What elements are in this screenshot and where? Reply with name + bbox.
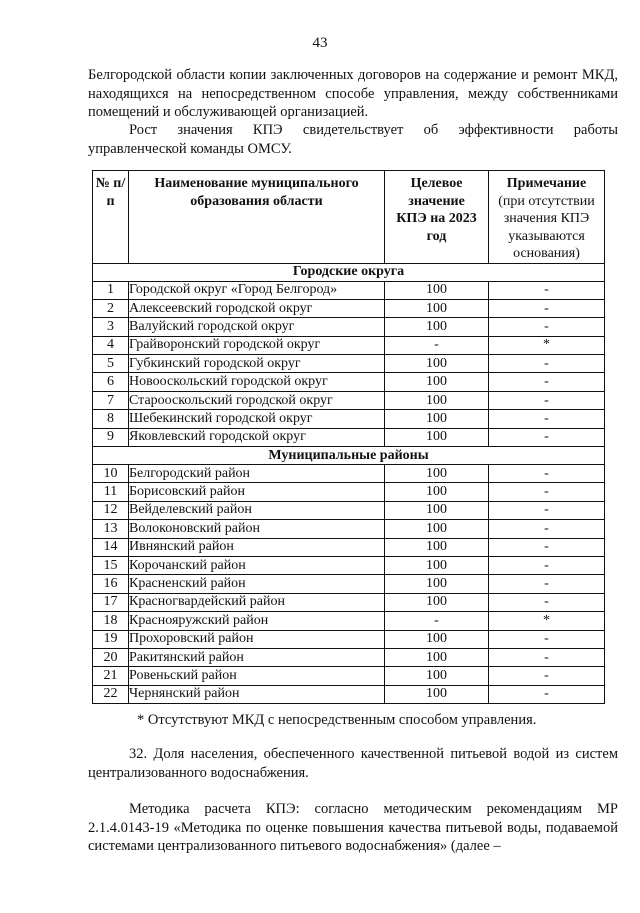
- table-row: [93, 556, 605, 574]
- row-name: Ровеньский район: [129, 667, 385, 685]
- row-note: -: [489, 373, 605, 391]
- row-name: Старооскольский городской округ: [129, 391, 385, 409]
- row-name: Прохоровский район: [129, 630, 385, 648]
- header-value: Целевое значение КПЭ на 2023 год: [385, 171, 489, 264]
- section-row: [93, 263, 605, 281]
- table-row: [93, 428, 605, 446]
- row-value: 100: [385, 520, 489, 538]
- row-note: -: [489, 483, 605, 501]
- row-value: 100: [385, 593, 489, 611]
- row-note: -: [489, 685, 605, 703]
- row-value: 100: [385, 501, 489, 519]
- row-value: 100: [385, 299, 489, 317]
- row-number: 17: [93, 593, 129, 611]
- table-header-row: [93, 171, 605, 264]
- row-number: 6: [93, 373, 129, 391]
- row-number: 15: [93, 556, 129, 574]
- table-row: [93, 520, 605, 538]
- row-note: -: [489, 575, 605, 593]
- row-number: 22: [93, 685, 129, 703]
- header-note-subtitle: (при отсутствии значения КПЭ указываются основания): [498, 193, 595, 261]
- row-note: -: [489, 556, 605, 574]
- row-value: 100: [385, 538, 489, 556]
- row-name: Вейделевский район: [129, 501, 385, 519]
- row-number: 9: [93, 428, 129, 446]
- row-value: 100: [385, 465, 489, 483]
- row-name: Новооскольский городской округ: [129, 373, 385, 391]
- row-name: Краснояружский район: [129, 612, 385, 630]
- row-value: -: [385, 336, 489, 354]
- table-row: [93, 465, 605, 483]
- row-name: Белгородский район: [129, 465, 385, 483]
- header-note-title: Примечание: [506, 176, 587, 191]
- table-row: [93, 538, 605, 556]
- table-row: [93, 483, 605, 501]
- row-note: -: [489, 318, 605, 336]
- row-number: 10: [93, 465, 129, 483]
- row-name: Ивнянский район: [129, 538, 385, 556]
- section-title: Городские округа: [93, 263, 605, 281]
- row-value: 100: [385, 410, 489, 428]
- kpe-table: [92, 170, 605, 704]
- row-value: 100: [385, 355, 489, 373]
- row-value: 100: [385, 483, 489, 501]
- row-note: -: [489, 391, 605, 409]
- row-value: 100: [385, 667, 489, 685]
- header-num: № п/п: [93, 171, 129, 264]
- row-value: 100: [385, 575, 489, 593]
- table-row: [93, 373, 605, 391]
- row-number: 14: [93, 538, 129, 556]
- row-value: 100: [385, 556, 489, 574]
- table-row: [93, 410, 605, 428]
- row-number: 4: [93, 336, 129, 354]
- row-number: 1: [93, 281, 129, 299]
- row-number: 21: [93, 667, 129, 685]
- row-number: 2: [93, 299, 129, 317]
- row-value: -: [385, 612, 489, 630]
- table-row: [93, 630, 605, 648]
- row-value: 100: [385, 318, 489, 336]
- row-number: 7: [93, 391, 129, 409]
- header-note: [489, 171, 605, 264]
- section-row: [93, 447, 605, 465]
- table-row: [93, 391, 605, 409]
- row-note: -: [489, 465, 605, 483]
- header-name: Наименование муниципального образования области: [129, 171, 385, 264]
- row-note: *: [489, 336, 605, 354]
- row-name: Алексеевский городской округ: [129, 299, 385, 317]
- row-number: 11: [93, 483, 129, 501]
- row-note: *: [489, 612, 605, 630]
- row-name: Борисовский район: [129, 483, 385, 501]
- row-note: -: [489, 428, 605, 446]
- methodology-paragraph: Методика расчета КПЭ: согласно методическим рекомендациям МР 2.1.4.0143-19 «Методика по оценке повышения качества питьевой воды, подаваемой системами централизованного питьевого водоснабжения» (далее –: [88, 801, 618, 854]
- intro-paragraph: Белгородской области копии заключенных договоров на содержание и ремонт МКД, находящихся на непосредственном способе управления, между собственниками помещений и обслуживающей организацией.: [88, 67, 618, 120]
- table-row: [93, 575, 605, 593]
- row-name: Шебекинский городской округ: [129, 410, 385, 428]
- footnote: * Отсутствуют МКД с непосредственным способом управления.: [137, 712, 537, 728]
- indicator-32-paragraph: 32. Доля населения, обеспеченного качественной питьевой водой из систем централизованного водоснабжения.: [88, 746, 618, 781]
- row-value: 100: [385, 648, 489, 666]
- row-name: Волоконовский район: [129, 520, 385, 538]
- page-number: 43: [312, 35, 328, 51]
- row-note: -: [489, 648, 605, 666]
- table-row: [93, 299, 605, 317]
- row-number: 3: [93, 318, 129, 336]
- row-number: 13: [93, 520, 129, 538]
- row-number: 20: [93, 648, 129, 666]
- row-number: 16: [93, 575, 129, 593]
- row-name: Красногвардейский район: [129, 593, 385, 611]
- table-row: [93, 336, 605, 354]
- row-name: Валуйский городской округ: [129, 318, 385, 336]
- row-value: 100: [385, 428, 489, 446]
- table-row: [93, 685, 605, 703]
- row-name: Корочанский район: [129, 556, 385, 574]
- table-row: [93, 648, 605, 666]
- row-value: 100: [385, 373, 489, 391]
- row-name: Грайворонский городской округ: [129, 336, 385, 354]
- row-number: 19: [93, 630, 129, 648]
- row-name: Губкинский городской округ: [129, 355, 385, 373]
- row-note: -: [489, 281, 605, 299]
- table-row: [93, 355, 605, 373]
- row-note: -: [489, 520, 605, 538]
- row-number: 5: [93, 355, 129, 373]
- row-name: Красненский район: [129, 575, 385, 593]
- row-note: -: [489, 410, 605, 428]
- row-value: 100: [385, 391, 489, 409]
- table-row: [93, 501, 605, 519]
- row-number: 18: [93, 612, 129, 630]
- table-row: [93, 612, 605, 630]
- row-name: Городской округ «Город Белгород»: [129, 281, 385, 299]
- row-number: 8: [93, 410, 129, 428]
- table-row: [93, 281, 605, 299]
- section-title: Муниципальные районы: [93, 447, 605, 465]
- table-row: [93, 318, 605, 336]
- kpe-growth-paragraph: Рост значения КПЭ свидетельствует об эффективности работы управленческой команды ОМСУ.: [88, 122, 618, 157]
- row-note: -: [489, 630, 605, 648]
- table-row: [93, 593, 605, 611]
- row-value: 100: [385, 685, 489, 703]
- row-value: 100: [385, 630, 489, 648]
- row-note: -: [489, 593, 605, 611]
- row-note: -: [489, 355, 605, 373]
- row-name: Ракитянский район: [129, 648, 385, 666]
- row-value: 100: [385, 281, 489, 299]
- row-note: -: [489, 501, 605, 519]
- row-note: -: [489, 538, 605, 556]
- row-name: Яковлевский городской округ: [129, 428, 385, 446]
- row-note: -: [489, 667, 605, 685]
- row-number: 12: [93, 501, 129, 519]
- table-row: [93, 667, 605, 685]
- row-note: -: [489, 299, 605, 317]
- row-name: Чернянский район: [129, 685, 385, 703]
